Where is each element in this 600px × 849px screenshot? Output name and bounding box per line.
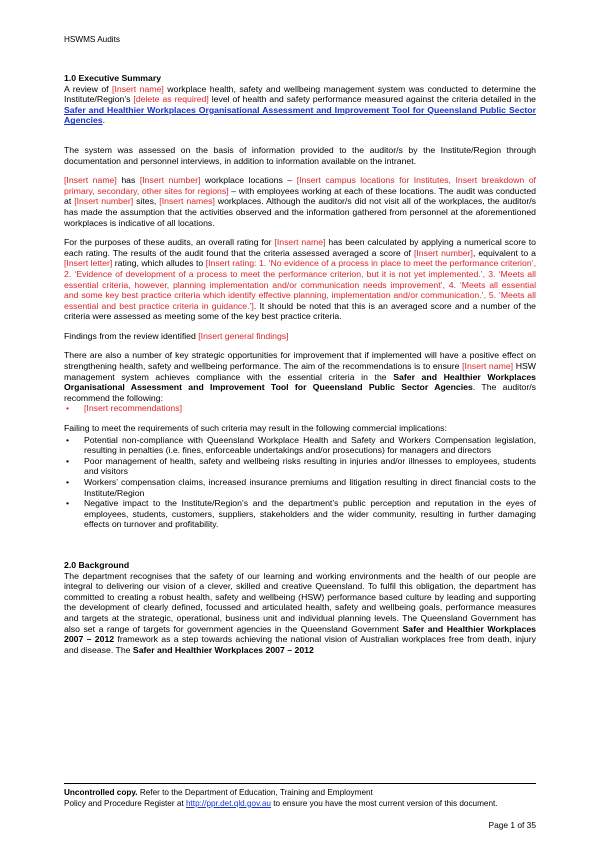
placeholder-delete: [delete as required] <box>133 94 209 105</box>
list-item: • [Insert recommendations] <box>64 403 536 414</box>
placeholder-name: [Insert name] <box>112 83 164 94</box>
page-number: Page 1 of 35 <box>488 820 536 830</box>
paragraph-implications-intro: Failing to meet the requirements of such criteria may result in the following commercial implications: <box>64 423 447 434</box>
list-item: • Negative impact to the Institute/Region’s and the department’s public perception and reputation in the eyes of employees, students, customers, suppliers, stakeholders and the wider community, resulting in further damaging effects on turnover and profitability. <box>64 498 536 530</box>
assessment-tool-link[interactable]: Safer and Healthier Workplaces Organisational Assessment and Improvement Tool for Queensland Public Sector Agencies <box>64 104 536 126</box>
list-item: • Potential non-compliance with Queensland Workplace Health and Safety and Workers Compensation legislation, resulting in penalties (i.e. fines, enforceable undertakings and/or prosecutions) for managers and directors <box>64 435 536 456</box>
list-item: • Poor management of health, safety and wellbeing risks resulting in injuries and/or illnesses to employees, students and visitors <box>64 456 536 477</box>
section-heading-background: 2.0 Background <box>64 559 130 570</box>
paragraph-findings: Findings from the review identified [Insert general findings] <box>64 330 289 341</box>
recommendations-list <box>64 403 536 414</box>
page-body <box>64 73 536 664</box>
implications-list <box>64 435 536 530</box>
paragraph-review: A review of [Insert name] workplace health, safety and wellbeing management system was conducted to determine the Institute/Region’s [delete as required] level of health and safety performance measured against the criteria detailed in the Safer and Healthier Workplaces Organisational Assessment and Improvement Tool for Queensland Public Sector Agencies. <box>64 83 537 126</box>
paragraph-locations: [Insert name] has [Insert number] workplace locations – [Insert campus locations for Institutes, Insert breakdown of primary, secondary, other sites for regions] – with employees working at each of these locations. The audit was conducted at [Insert number] sites, [Insert names] workplaces. Although the auditor/s did not visit all of the workplaces, the auditor/s has made the assumption that the activities observed and the information gathered from personnel at the aforementioned workplaces is indicative of all locations. <box>64 175 537 228</box>
page-footer: Uncontrolled copy. Refer to the Department of Education, Training and Employment Policy and Procedure Register at http://ppr.det.qld.gov.au to ensure you have the most current version of this document. <box>64 783 536 809</box>
paragraph-background: The department recognises that the safety of our learning and working environments and the health of our people are integral to delivering our vision of a clever, skilled and creative Queensland. To fulfil this obligation, the department has committed to creating a robust health, safety and wellbeing (HSW) performance based culture by leading and supporting the development of clearly defined, focussed and articulated health, safety and wellbeing goals, performance measures and targets at the strategic, operational, business unit and individual planning levels. The Queensland Government has also set a range of targets for government agencies in the Queensland Government Safer and Healthier Workplaces 2007 – 2012 framework as a step towards achieving the national vision of Australian workplaces free from death, injury and disease. The Safer and Healthier Workplaces 2007 – 2012 <box>64 570 536 655</box>
paragraph-assessment-basis: The system was assessed on the basis of information provided to the auditor/s by the Institute/Region through documentation and personnel interviews, in addition to information available on the intranet. <box>64 144 536 166</box>
section-heading-executive-summary: 1.0 Executive Summary <box>64 73 162 83</box>
paragraph-opportunities: There are also a number of key strategic opportunities for improvement that if implemented will have a positive effect on strengthening health, safety and wellbeing performance. The aim of the recommendations is to ensure [Insert name] HSW management system achieves compliance with the essential criteria in the Safer and Healthier Workplaces Organisational Assessment and Improvement Tool for Queensland Public Sector Agencies. The auditor/s recommend the following: <box>64 350 537 403</box>
list-item: • Workers’ compensation claims, increased insurance premiums and litigation resulting in direct financial costs to the Institute/Region <box>64 477 536 498</box>
ppr-link[interactable]: http://ppr.det.qld.gov.au <box>185 798 271 808</box>
running-header: HSWMS Audits <box>64 35 120 44</box>
uncontrolled-copy-label: Uncontrolled copy. <box>64 788 138 797</box>
paragraph-rating: For the purposes of these audits, an overall rating for [Insert name] has been calculated by applying a numerical score to each rating. The results of the audit found that the criteria assessed averaged a score of [Insert number], equivalent to a [Insert letter] rating, which alludes to [Insert rating: 1. ‘No evidence of a process in place to meet the performance criterion’, 2. ‘Evidence of development of a process to meet the performance criterion, but it is not yet implemented.’, 3. ‘Meets all essential criteria, however, planning implementation and/or communication needs improvement’, 4. ‘Meets all essential and some key best practice criteria which identify effective planning, implementation and/or communication.’, 5. ‘Meets all essential and best practice criteria in guidance.’]. It should be noted that this is an averaged score and a number of the criteria were assessed as meeting some of the key best practice criteria. <box>64 237 537 322</box>
